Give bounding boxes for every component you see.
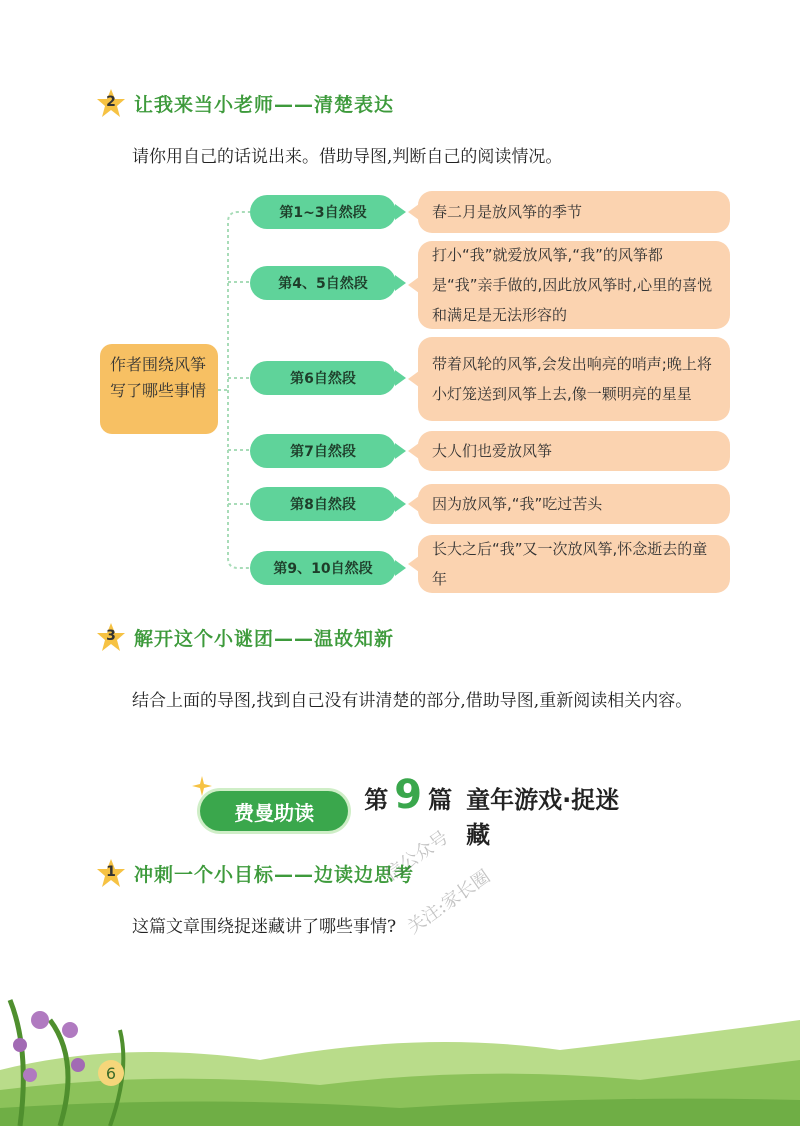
branch-label-text: 第9、10自然段: [273, 561, 373, 577]
watermark-line-2: 关注:家长圈: [403, 866, 495, 939]
branch-content-text: 大人们也爱放风筝: [432, 442, 553, 460]
chapter-suffix: 篇: [428, 786, 453, 814]
branch-content-text: 打小“我”就爱放风筝,“我”的风筝都是“我”亲手做的,因此放风筝时,心里的喜悦和满足是无法形容的: [432, 246, 713, 324]
branch-content-text: 春二月是放风筝的季节: [432, 203, 583, 221]
section-1-number: 1: [106, 864, 116, 880]
branch-label-6: [250, 551, 396, 585]
section-3-heading: [96, 622, 394, 652]
section-2-title: 让我来当小老师——清楚表达: [134, 93, 395, 116]
branch-label-3: [250, 361, 396, 395]
branch-label-text: 第6自然段: [290, 371, 356, 387]
section-1-heading: [96, 858, 414, 888]
branch-label-2: [250, 266, 396, 300]
branch-label-5: [250, 487, 396, 521]
branch-label-text: 第8自然段: [290, 497, 356, 513]
chapter-number: 9: [394, 772, 423, 818]
branch-content-6: [418, 535, 730, 593]
banner-badge: 费曼助读: [200, 791, 348, 831]
branch-label-text: 第4、5自然段: [278, 276, 368, 292]
section-1-question: 这篇文章围绕捉迷藏讲了哪些事情?: [132, 917, 397, 937]
section-3-title: 解开这个小谜团——温故知新: [134, 627, 395, 650]
page-number: 6: [98, 1060, 124, 1086]
watermark-line-1: 信公众号: [381, 826, 453, 886]
chapter-banner: [200, 772, 640, 849]
sparkle-icon: [192, 776, 212, 796]
section-2-instruction: 请你用自己的话说出来。借助导图,判断自己的阅读情况。: [132, 147, 563, 167]
chapter-prefix: 第: [364, 786, 389, 814]
branch-label-4: [250, 434, 396, 468]
branch-content-text: 因为放风筝,“我”吃过苦头: [432, 495, 603, 513]
branch-content-4: [418, 431, 730, 471]
branch-label-text: 第1~3自然段: [279, 205, 367, 221]
chapter-title: [364, 772, 640, 850]
branch-content-text: 长大之后“我”又一次放风筝,怀念逝去的童年: [432, 540, 708, 588]
section-3-number: 3: [106, 628, 116, 644]
branch-content-1: [418, 191, 730, 233]
branch-label-1: [250, 195, 396, 229]
grass-illustration: [0, 990, 800, 1126]
branch-content-text: 带着风轮的风筝,会发出响亮的哨声;晚上将小灯笼送到风筝上去,像一颗明亮的星星: [432, 355, 712, 403]
branch-label-text: 第7自然段: [290, 444, 356, 460]
section-3-paragraph: 结合上面的导图,找到自己没有讲清楚的部分,借助导图,重新阅读相关内容。: [132, 691, 693, 711]
chapter-name: 童年游戏·捉迷藏: [466, 786, 620, 849]
branch-content-5: [418, 484, 730, 524]
section-2-number: 2: [106, 94, 116, 110]
star-number-icon: [96, 858, 126, 888]
section-1-title: 冲刺一个小目标——边读边思考: [134, 863, 415, 886]
mindmap-center: 作者围绕风筝写了哪些事情: [100, 344, 218, 434]
branch-content-3: [418, 337, 730, 421]
star-number-icon: [96, 622, 126, 652]
branch-content-2: [418, 241, 730, 329]
